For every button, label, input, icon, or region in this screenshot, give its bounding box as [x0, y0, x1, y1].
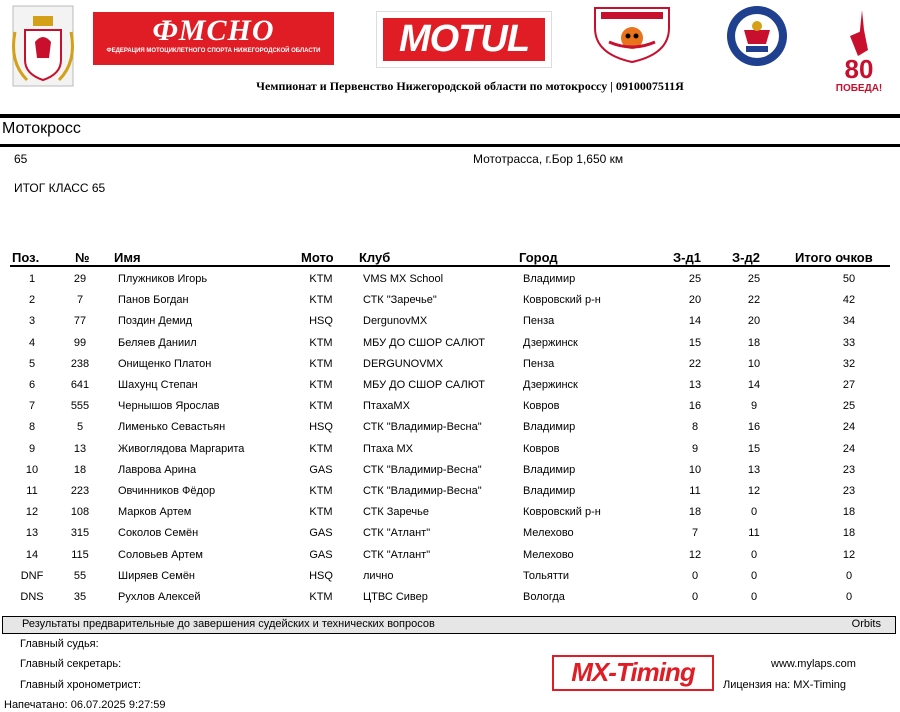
cell-city: Дзержинск [523, 336, 578, 349]
cell-num: 555 [70, 400, 90, 413]
cell-num: 13 [73, 442, 87, 455]
mfr-logo [722, 4, 792, 68]
cell-pos: 11 [26, 485, 38, 497]
cell-club: Птаха МХ [363, 442, 413, 455]
cell-pos: 8 [28, 421, 36, 434]
cell-name: Соколов Семён [118, 527, 199, 540]
cell-moto1: 18 [688, 506, 702, 519]
cell-num: 5 [76, 421, 84, 434]
motul-logo-text: MOTUL [383, 18, 545, 61]
table-row [0, 480, 900, 501]
cell-num: 238 [70, 357, 90, 370]
cell-club: DERGUNOVMX [363, 357, 444, 370]
cell-total: 0 [845, 591, 853, 603]
cell-moto: GAS [309, 548, 333, 561]
cell-num: 99 [73, 336, 87, 349]
cell-moto: KTM [309, 357, 333, 370]
cell-moto: KTM [309, 485, 333, 497]
victory-80-logo [826, 6, 892, 94]
cell-total: 25 [842, 400, 856, 413]
cell-pos: 13 [25, 527, 39, 540]
cell-moto2: 13 [747, 463, 761, 476]
cell-club: СТК "Заречье" [363, 294, 437, 307]
cell-total: 42 [842, 294, 856, 307]
cell-moto: HSQ [309, 421, 333, 434]
cell-total: 23 [842, 463, 856, 476]
cell-total: 0 [845, 569, 853, 582]
cell-moto2: 14 [747, 379, 761, 391]
cell-club: СТК "Атлант" [363, 527, 431, 540]
table-row [0, 332, 900, 353]
cell-club: ЦТВС Сивер [363, 591, 428, 603]
table-row [0, 289, 900, 310]
cell-city: Пенза [523, 357, 555, 370]
cell-moto1: 12 [688, 548, 702, 561]
cell-moto2: 0 [750, 569, 758, 582]
cell-total: 18 [842, 527, 856, 540]
table-row [0, 416, 900, 437]
preliminary-notice-bar [2, 616, 896, 634]
cell-num: 108 [70, 506, 90, 519]
cell-moto2: 20 [747, 315, 761, 328]
cell-city: Владимир [523, 273, 576, 285]
table-row [0, 544, 900, 565]
cell-moto2: 0 [750, 506, 758, 519]
event-title: Чемпионат и Первенство Нижегородской области по мотокроссу | 0910007511Я [256, 79, 684, 93]
cell-num: 7 [76, 294, 84, 307]
cell-num: 115 [71, 548, 89, 561]
table-row [0, 459, 900, 480]
header-total: Итого очков [795, 250, 873, 265]
header-city: Город [519, 250, 558, 265]
header-moto1: З-д1 [673, 250, 701, 265]
fmsno-logo [93, 12, 334, 65]
cell-moto: KTM [309, 400, 333, 413]
cell-city: Владимир [523, 463, 576, 476]
cell-moto1: 11 [689, 485, 701, 497]
cell-name: Панов Богдан [118, 294, 189, 307]
header-moto2: З-д2 [732, 250, 760, 265]
cell-club: СТК "Владимир-Весна" [363, 421, 482, 434]
cell-num: 55 [73, 569, 87, 582]
cell-club: СТК "Владимир-Весна" [363, 485, 482, 497]
table-header-divider [10, 265, 890, 267]
cell-moto2: 9 [750, 400, 758, 413]
cell-name: Соловьев Артем [118, 548, 203, 561]
cell-club: ПтахаМХ [363, 400, 410, 413]
cell-num: 29 [73, 273, 87, 285]
cell-num: 35 [73, 591, 87, 603]
header-num: № [75, 250, 90, 265]
cell-pos: 14 [25, 548, 39, 561]
cell-pos: 5 [28, 357, 36, 370]
cell-moto1: 14 [688, 315, 702, 328]
cell-city: Дзержинск [523, 379, 578, 391]
cell-moto1: 15 [688, 336, 702, 349]
cell-name: Чернышов Ярослав [118, 400, 220, 413]
cell-city: Пенза [523, 315, 555, 328]
mx-timing-logo: MX-Timing [552, 655, 714, 691]
cell-name: Лаврова Арина [118, 463, 197, 476]
cell-moto2: 15 [747, 442, 761, 455]
table-row [0, 395, 900, 416]
cell-total: 34 [842, 315, 856, 328]
result-title: ИТОГ КЛАСС 65 [14, 181, 106, 195]
cell-moto1: 13 [688, 379, 702, 391]
cell-pos: 4 [28, 336, 36, 349]
cell-city: Ковровский р-н [523, 294, 601, 307]
cell-moto1: 25 [688, 273, 702, 285]
table-row [0, 353, 900, 374]
cell-total: 33 [842, 336, 856, 349]
cell-moto: KTM [309, 379, 333, 391]
cell-city: Ковров [523, 442, 560, 455]
header-club: Клуб [359, 250, 391, 265]
cell-moto2: 22 [747, 294, 761, 307]
cell-moto1: 9 [691, 442, 699, 455]
discipline-divider [0, 144, 900, 147]
cell-name: Беляев Даниил [118, 336, 197, 349]
cell-city: Владимир [523, 485, 576, 497]
cell-moto1: 20 [688, 294, 702, 307]
discipline-title: Мотокросс [2, 120, 81, 137]
cell-total: 27 [842, 379, 856, 391]
cell-moto1: 16 [688, 400, 702, 413]
cell-moto: KTM [309, 506, 333, 519]
cell-name: Живоглядова Маргарита [118, 442, 245, 455]
cell-name: Плужников Игорь [118, 273, 208, 285]
cell-pos: 12 [25, 506, 39, 519]
fmsno-logo-subtitle: ФЕДЕРАЦИЯ МОТОЦИКЛЕТНОГО СПОРТА НИЖЕГОРОДСКОЙ ОБЛАСТИ [106, 48, 321, 54]
cell-name: Поздин Демид [118, 315, 193, 328]
cell-total: 12 [842, 548, 856, 561]
orbits-label: Orbits [851, 618, 881, 630]
cell-name: Лименько Севастьян [118, 421, 226, 434]
cell-pos: 2 [28, 294, 36, 307]
table-row [0, 565, 900, 586]
printed-timestamp: Напечатано: 06.07.2025 9:27:59 [4, 699, 166, 711]
track-info: Мототрасса, г.Бор 1,650 км [473, 152, 624, 166]
cell-club: МБУ ДО СШОР САЛЮТ [363, 336, 485, 349]
cell-num: 641 [70, 379, 90, 391]
cell-pos: 10 [25, 463, 39, 476]
cell-num: 77 [73, 315, 87, 328]
victory-logo-number: 80 [844, 54, 874, 84]
cell-moto2: 0 [750, 548, 758, 561]
cell-num: 18 [73, 463, 87, 476]
cell-city: Ковров [523, 400, 560, 413]
cell-city: Мелехово [523, 548, 574, 561]
cell-moto2: 12 [747, 485, 761, 497]
region-coat-of-arms-logo [3, 2, 83, 92]
table-row [0, 374, 900, 395]
header-name: Имя [114, 250, 141, 265]
cell-club: СТК "Владимир-Весна" [363, 463, 482, 476]
cell-total: 24 [842, 442, 856, 455]
cell-moto: KTM [309, 442, 333, 455]
cell-moto: GAS [309, 527, 333, 540]
cell-pos: DNS [20, 591, 44, 603]
cell-total: 50 [842, 273, 856, 285]
cell-total: 24 [842, 421, 856, 434]
cell-name: Марков Артем [118, 506, 192, 519]
header-divider [0, 114, 900, 118]
table-row [0, 438, 900, 459]
table-row [0, 522, 900, 543]
cell-pos: DNF [20, 569, 44, 582]
cell-city: Мелехово [523, 527, 574, 540]
cell-pos: 7 [28, 400, 36, 413]
cell-moto2: 25 [747, 273, 761, 285]
cell-moto: HSQ [309, 315, 333, 328]
class-number: 65 [14, 152, 28, 166]
cell-total: 18 [842, 506, 856, 519]
cell-moto2: 10 [747, 357, 761, 370]
cell-club: СТК "Атлант" [363, 548, 431, 561]
cell-city: Ковровский р-н [523, 506, 601, 519]
preliminary-notice: Результаты предварительные до завершения судейских и технических вопросов [22, 618, 435, 630]
cell-club: VMS MX School [363, 273, 444, 285]
cell-name: Ширяев Семён [118, 569, 196, 582]
cell-pos: 1 [28, 273, 36, 285]
cell-club: СТК Заречье [363, 506, 429, 519]
club-skull-logo [587, 2, 677, 64]
cell-total: 23 [842, 485, 856, 497]
cell-city: Вологда [523, 591, 565, 603]
cell-pos: 9 [28, 442, 36, 455]
cell-moto: KTM [309, 294, 333, 307]
cell-moto: KTM [309, 273, 333, 285]
mylaps-url: www.mylaps.com [771, 658, 856, 670]
fmsno-logo-title: ФМСНО [152, 14, 275, 47]
cell-name: Рухлов Алексей [118, 591, 201, 603]
cell-moto: KTM [309, 591, 333, 603]
cell-club: МБУ ДО СШОР САЛЮТ [363, 379, 485, 391]
cell-moto2: 0 [750, 591, 758, 603]
header-moto: Мото [301, 250, 334, 265]
header-pos: Поз. [12, 250, 40, 265]
cell-moto1: 0 [691, 591, 699, 603]
cell-moto2: 11 [748, 527, 760, 540]
cell-moto2: 16 [747, 421, 761, 434]
chief-timekeeper-label: Главный хронометрист: [20, 679, 142, 691]
cell-moto1: 0 [691, 569, 699, 582]
cell-club: лично [363, 569, 394, 582]
victory-logo-text: ПОБЕДА! [835, 83, 883, 94]
cell-moto1: 7 [691, 527, 699, 540]
cell-name: Овчинников Фёдор [118, 485, 216, 497]
cell-club: DergunovMX [363, 315, 428, 328]
table-row [0, 501, 900, 522]
cell-name: Шахунц Степан [118, 379, 198, 391]
table-row [0, 310, 900, 331]
cell-total: 32 [842, 357, 856, 370]
cell-num: 315 [70, 527, 90, 540]
cell-moto: HSQ [309, 569, 333, 582]
cell-city: Владимир [523, 421, 576, 434]
cell-pos: 3 [28, 315, 36, 328]
cell-name: Онищенко Платон [118, 357, 212, 370]
cell-moto: GAS [309, 463, 333, 476]
chief-judge-label: Главный судья: [20, 638, 99, 650]
cell-num: 223 [70, 485, 90, 497]
cell-pos: 6 [28, 379, 36, 391]
cell-moto1: 22 [688, 357, 702, 370]
table-row [0, 586, 900, 607]
cell-moto1: 8 [691, 421, 699, 434]
cell-moto1: 10 [688, 463, 702, 476]
cell-moto: KTM [309, 336, 333, 349]
cell-moto2: 18 [747, 336, 761, 349]
chief-secretary-label: Главный секретарь: [20, 658, 122, 670]
cell-city: Тольятти [523, 569, 570, 582]
table-row [0, 268, 900, 289]
license-text: Лицензия на: MX-Timing [723, 679, 846, 691]
motul-logo [376, 11, 552, 68]
